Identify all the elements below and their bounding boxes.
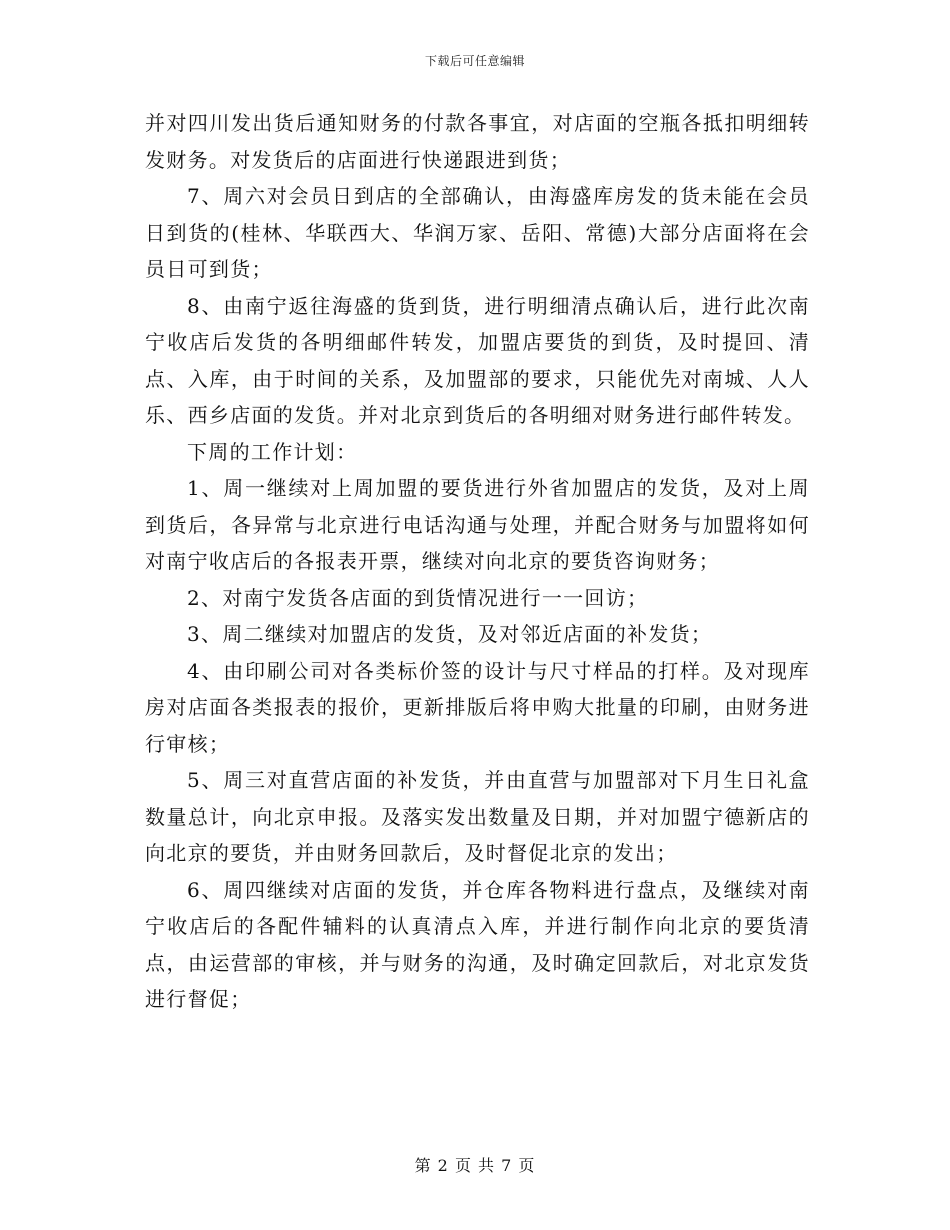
page-footer <box>0 1153 950 1176</box>
document-body <box>145 105 810 1018</box>
section-heading-next-week-plan: 下周的工作计划： <box>187 439 358 464</box>
plan-item-5: 5、周三对直营店面的补发货，并由直营与加盟部对下月生日礼盒数量总计，向北京申报。及落实发出数量及日期，并对加盟宁德新店的向北京的要货，并由财务回款后，及时督促北京的发出； <box>145 768 810 865</box>
page-number: 第 2 页 共 7 页 <box>414 1156 536 1175</box>
plan-item-6: 6、周四继续对店面的发货，并仓库各物料进行盘点，及继续对南宁收店后的各配件辅料的认真清点入库，并进行制作向北京的要货清点，由运营部的审核，并与财务的沟通，及时确定回款后，对北京发货进行督促； <box>145 877 810 1011</box>
page-header: 下载后可任意编辑 <box>424 54 525 68</box>
plan-item-4: 4、由印刷公司对各类标价签的设计与尺寸样品的打样。及对现库房对店面各类报表的报价，更新排版后将申购大批量的印刷，由财务进行审核； <box>145 658 810 756</box>
plan-item-1: 1、周一继续对上周加盟的要货进行外省加盟店的发货，及对上周到货后，各异常与北京进行电话沟通与处理，并配合财务与加盟将如何对南宁收店后的各报表开票，继续对向北京的要货咨询财务； <box>145 476 810 573</box>
paragraph-continuation: 并对四川发出货后通知财务的付款各事宜，对店面的空瓶各抵扣明细转发财务。对发货后的店面进行快递跟进到货； <box>145 111 810 172</box>
paragraph-item-8: 8、由南宁返往海盛的货到货，进行明细清点确认后，进行此次南宁收店后发货的各明细邮件转发，加盟店要货的到货，及时提回、清点、入库，由于时间的关系，及加盟部的要求，只能优先对南城、人人乐、西乡店面的发货。并对北京到货后的各明细对财务进行邮件转发。 <box>145 293 810 427</box>
plan-item-2: 2、对南宁发货各店面的到货情况进行一一回访； <box>187 585 649 610</box>
plan-item-3: 3、周二继续对加盟店的发货，及对邻近店面的补发货； <box>187 622 713 646</box>
paragraph-item-7: 7、周六对会员日到店的全部确认，由海盛库房发的货未能在会员日到货的(桂林、华联西大、华润万家、岳阳、常德)大部分店面将在会员日可到货； <box>145 184 810 281</box>
